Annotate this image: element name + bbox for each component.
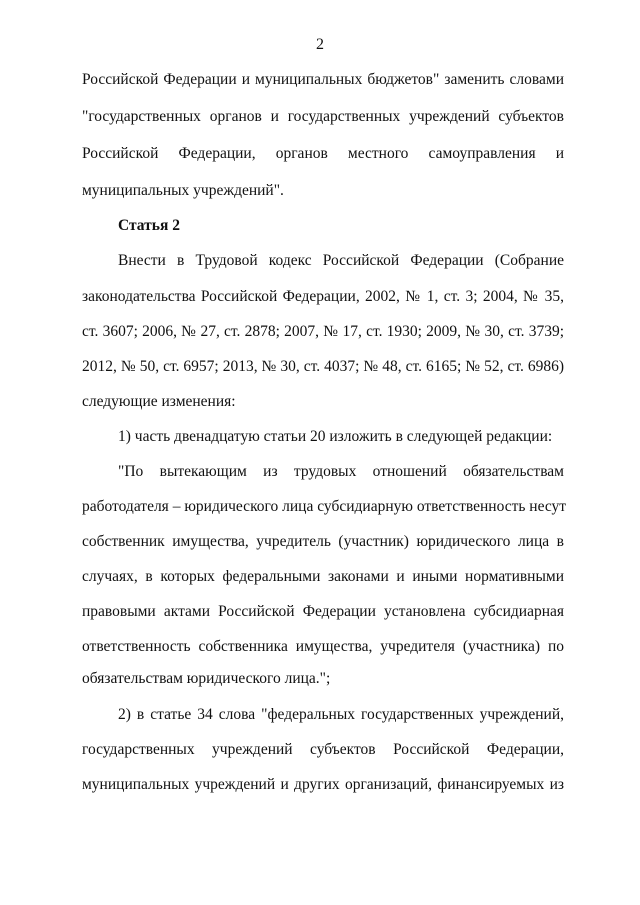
text-line: муниципальных учреждений и других организаций, финансируемых из: [82, 776, 564, 793]
text-line: обязательствам юридического лица.";: [82, 670, 331, 687]
text-line: "По вытекающим из трудовых отношений обязательствам: [118, 463, 564, 480]
text-line: муниципальных учреждений".: [82, 182, 284, 199]
article-heading: Статья 2: [118, 217, 180, 234]
text-line: 1) часть двенадцатую статьи 20 изложить в следующей редакции:: [118, 428, 553, 445]
text-line: Российской Федерации, органов местного самоуправления и: [82, 145, 564, 162]
text-line: ст. 3607; 2006, № 27, ст. 2878; 2007, № 17, ст. 1930; 2009, № 30, ст. 3739;: [82, 323, 564, 340]
text-line: работодателя – юридического лица субсидиарную ответственность несут: [82, 498, 567, 515]
text-line: собственник имущества, учредитель (участник) юридического лица в: [82, 533, 564, 550]
text-line: случаях, в которых федеральными законами и иными нормативными: [82, 568, 564, 585]
text-line: правовыми актами Российской Федерации установлена субсидиарная: [82, 603, 564, 620]
text-line: законодательства Российской Федерации, 2002, № 1, ст. 3; 2004, № 35,: [82, 288, 564, 305]
text-line: 2) в статье 34 слова "федеральных государственных учреждений,: [118, 706, 564, 723]
text-line: следующие изменения:: [82, 393, 236, 410]
text-line: Внести в Трудовой кодекс Российской Федерации (Собрание: [118, 252, 564, 269]
text-line: ответственность собственника имущества, учредителя (участника) по: [82, 638, 564, 655]
page-number: 2: [316, 36, 324, 53]
text-line: Российской Федерации и муниципальных бюджетов" заменить словами: [82, 71, 564, 88]
text-line: "государственных органов и государственных учреждений субъектов: [82, 108, 564, 125]
text-line: 2012, № 50, ст. 6957; 2013, № 30, ст. 4037; № 48, ст. 6165; № 52, ст. 6986): [82, 358, 564, 375]
text-line: государственных учреждений субъектов Российской Федерации,: [82, 741, 564, 758]
